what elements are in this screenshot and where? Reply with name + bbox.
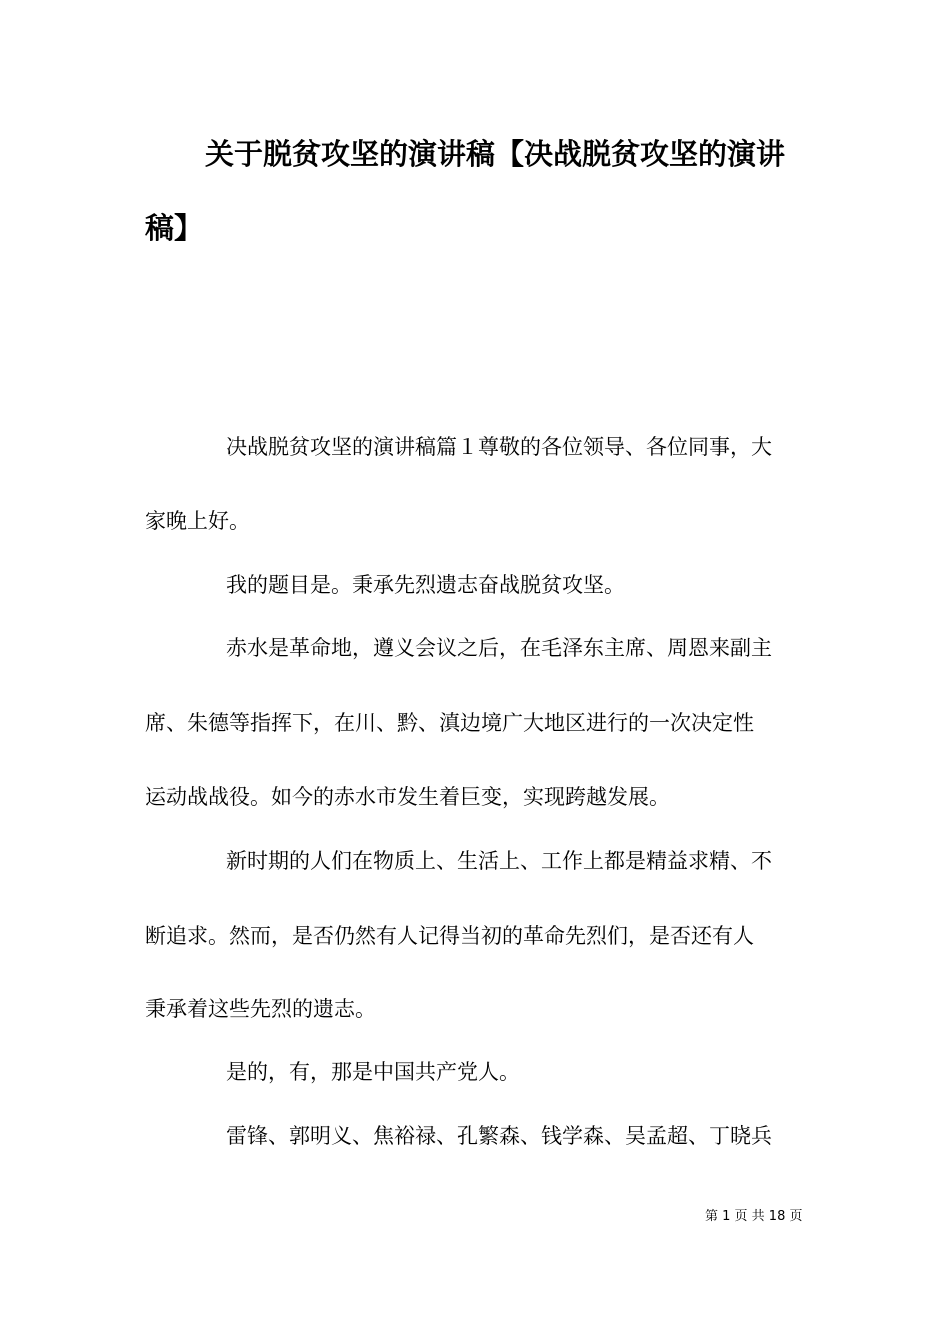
- paragraph-line: 家晚上好。: [145, 509, 250, 533]
- paragraph-line: 我的题目是。秉承先烈遗志奋战脱贫攻坚。: [226, 573, 625, 597]
- paragraph-line: 秉承着这些先烈的遗志。: [145, 997, 376, 1021]
- paragraph-line: 断追求。然而，是否仍然有人记得当初的革命先烈们，是否还有人: [145, 924, 754, 948]
- paragraph-line: 运动战战役。如今的赤水市发生着巨变，实现跨越发展。: [145, 785, 670, 809]
- paragraph-line: 赤水是革命地，遵义会议之后，在毛泽东主席、周恩来副主: [226, 636, 772, 660]
- page-number-footer: 第 1 页 共 18 页: [705, 1209, 803, 1224]
- document-title-line-1: 关于脱贫攻坚的演讲稿【决战脱贫攻坚的演讲: [205, 137, 786, 171]
- document-title-line-2: 稿】: [145, 211, 204, 245]
- paragraph-line: 新时期的人们在物质上、生活上、工作上都是精益求精、不: [226, 849, 772, 873]
- paragraph-line: 雷锋、郭明义、焦裕禄、孔繁森、钱学森、吴孟超、丁晓兵: [226, 1124, 772, 1148]
- paragraph-line: 席、朱德等指挥下，在川、黔、滇边境广大地区进行的一次决定性: [145, 711, 754, 735]
- paragraph-line: 决战脱贫攻坚的演讲稿篇１尊敬的各位领导、各位同事，大: [226, 435, 772, 459]
- paragraph-line: 是的，有，那是中国共产党人。: [226, 1060, 520, 1084]
